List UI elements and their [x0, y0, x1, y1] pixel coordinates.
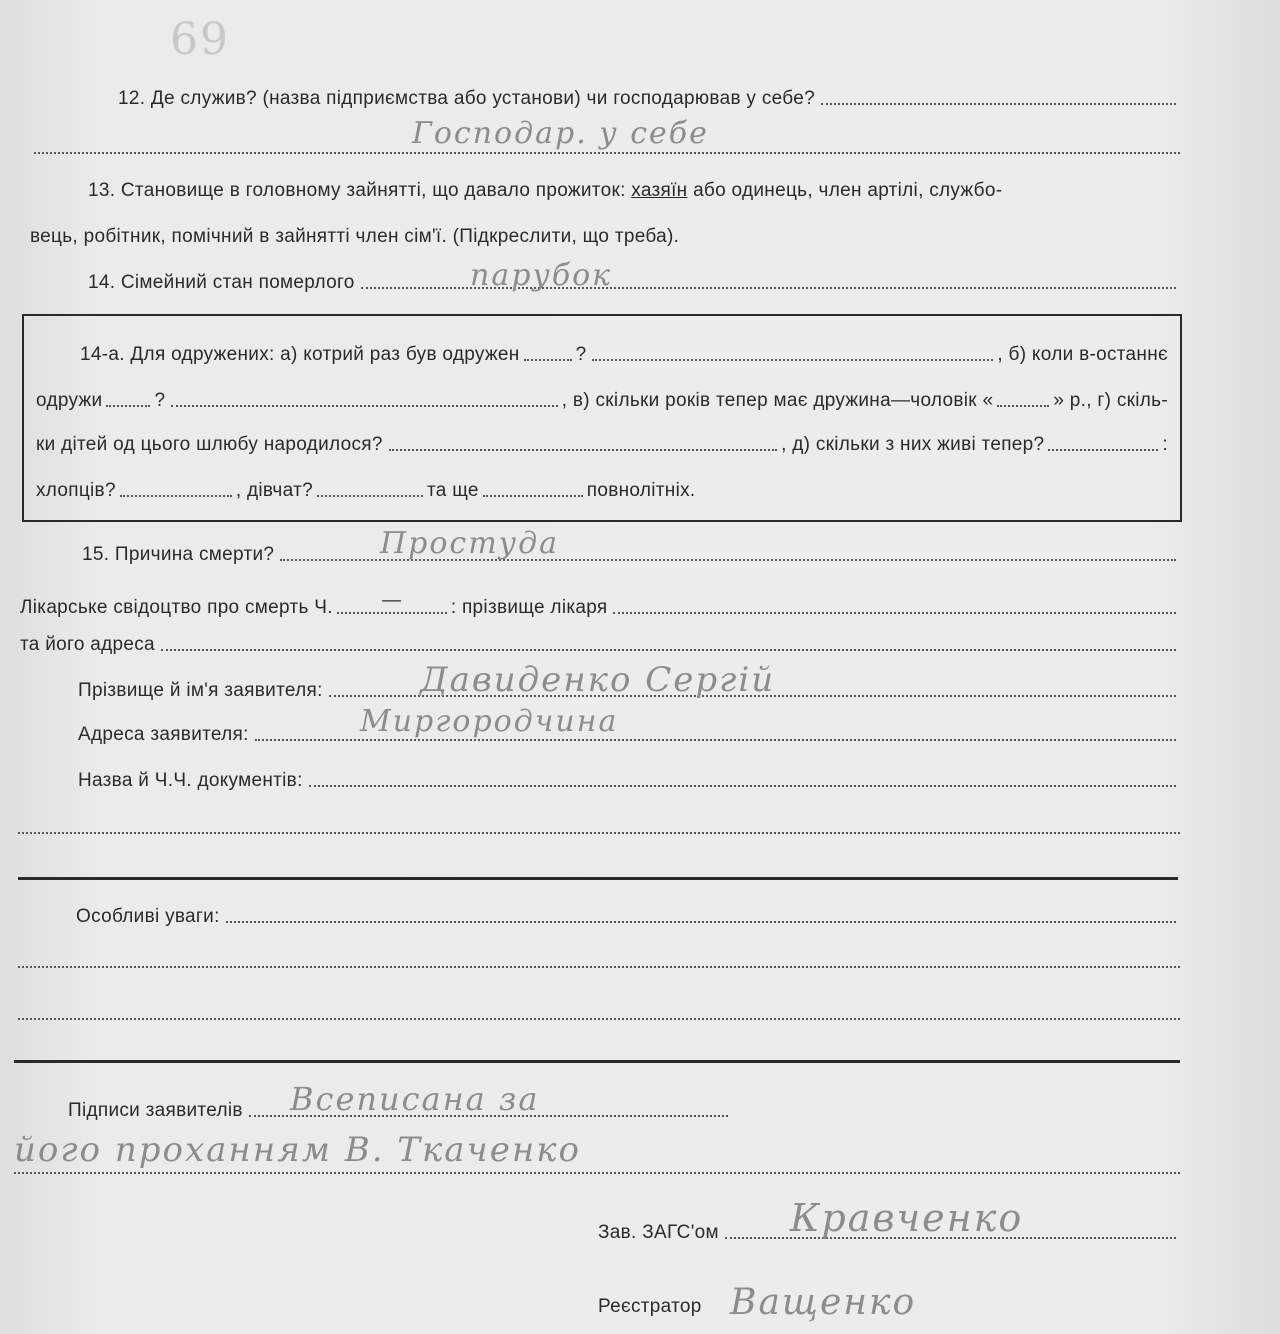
signature-handwritten-2: його проханням В. Ткаченко	[14, 1130, 581, 1170]
registrar-signature: Ващенко	[730, 1282, 917, 1323]
q12-line-2	[34, 152, 1180, 154]
q14-answer: парубок	[470, 258, 613, 293]
doctor-address-row	[20, 634, 1180, 656]
q12-answer: Господар. у себе	[412, 116, 709, 151]
q13-row-1	[88, 180, 1002, 202]
medical-row	[20, 590, 1180, 619]
applicant-address-row	[78, 724, 1180, 746]
q14a-row-3	[36, 434, 1168, 456]
q14a-label-d: » р., г) скіль-	[1053, 390, 1168, 411]
q12-line	[821, 103, 1176, 105]
signatures-label: Підписи заявителів	[68, 1100, 243, 1121]
documents-line-2	[18, 832, 1180, 834]
medical-doctor-label: : прізвище лікаря	[450, 597, 608, 618]
q14a-field-c	[997, 405, 1049, 407]
q15-row	[82, 544, 1180, 566]
remarks-label: Особливі уваги:	[76, 906, 220, 927]
remarks-row	[76, 906, 1180, 928]
q14a-label-children: ки дітей од цього шлюбу народилося?	[36, 434, 383, 455]
applicant-address-answer: Миргородчина	[360, 704, 619, 739]
applicant-address-line	[255, 739, 1176, 741]
q14a-label-boys: хлопців?	[36, 480, 116, 501]
q14a-field-living	[1048, 449, 1158, 451]
q14a-field-a2	[592, 359, 993, 361]
q15-answer: Простуда	[380, 526, 559, 561]
q14a-field-b	[106, 405, 150, 407]
remarks-line-2	[18, 966, 1180, 968]
q14-label: 14. Сімейний стан померлого	[88, 272, 355, 293]
medical-number-field	[337, 590, 447, 614]
q14a-field-children	[389, 449, 777, 451]
q14a-label-b: , б) коли в-останнє	[997, 344, 1168, 365]
q14a-label-also: та ще	[426, 480, 479, 501]
q14a-field-b2	[171, 405, 557, 407]
q14a-label-girls: , дівчат?	[235, 480, 313, 501]
q14a-q: ?	[575, 344, 587, 365]
q14a-label-c: , в) скільки років тепер має дружина—чоловік «	[561, 390, 994, 411]
signature-handwritten-1: Всеписана за	[290, 1080, 540, 1118]
registrar-label: Реєстратор	[598, 1296, 702, 1317]
medical-doctor-line	[613, 612, 1176, 614]
medical-label: Лікарське свідоцтво про смерть Ч.	[20, 597, 333, 618]
zags-label: Зав. ЗАГС'ом	[598, 1222, 719, 1243]
q13-label: 13. Становище в головному зайнятті, що давало прожиток:	[88, 180, 626, 201]
pencil-page-number: 69	[170, 14, 230, 65]
q13-row-2	[30, 226, 679, 248]
medical-number-dash: —	[382, 590, 402, 611]
q14a-label-living: , д) скільки з них живі тепер?	[781, 434, 1045, 455]
q14a-field-girls	[317, 495, 423, 497]
remarks-line	[226, 921, 1176, 923]
q12-label: 12. Де служив? (назва підприємства або установи) чи господарював у себе?	[118, 88, 815, 109]
q13-options-2: вець, робітник, помічний в зайнятті член сім'ї. (Підкреслити, що треба).	[30, 226, 680, 247]
q13-underlined-choice: хазяїн	[631, 180, 688, 201]
section-divider-1	[18, 877, 1178, 880]
q14-row	[88, 272, 1180, 294]
q14a-label-adults: повнолітніх.	[586, 480, 696, 501]
signatures-line-2	[14, 1172, 1180, 1174]
q14a-row-4	[36, 480, 695, 502]
q14a-field-boys	[120, 495, 232, 497]
remarks-line-3	[18, 1018, 1180, 1020]
q13-options: або одинець, член артілі, службо-	[693, 180, 1003, 201]
doctor-address-label: та його адреса	[20, 634, 155, 655]
q14a-q2: ?	[154, 390, 166, 411]
zags-signature: Кравченко	[790, 1196, 1024, 1240]
q14a-field-adults	[483, 495, 583, 497]
q12-row	[118, 88, 1180, 110]
q14a-row-2	[36, 390, 1168, 412]
applicant-name-answer: Давиденко Сергій	[420, 660, 776, 700]
q14a-colon: :	[1162, 434, 1168, 455]
doctor-address-line	[161, 649, 1176, 651]
documents-line	[309, 785, 1176, 787]
applicant-address-label: Адреса заявителя:	[78, 724, 249, 745]
q15-label: 15. Причина смерти?	[82, 544, 275, 565]
q14a-label-b2: одружи	[36, 390, 103, 411]
documents-label: Назва й Ч.Ч. документів:	[78, 770, 303, 791]
applicant-name-label: Прізвище й ім'я заявителя:	[78, 680, 323, 701]
documents-row	[78, 770, 1180, 792]
section-divider-2	[14, 1060, 1180, 1063]
q14a-field-a	[524, 359, 572, 361]
q14a-row-1	[80, 344, 1168, 366]
q14a-label-a: 14-а. Для одружених: а) котрий раз був одружен	[80, 344, 520, 365]
